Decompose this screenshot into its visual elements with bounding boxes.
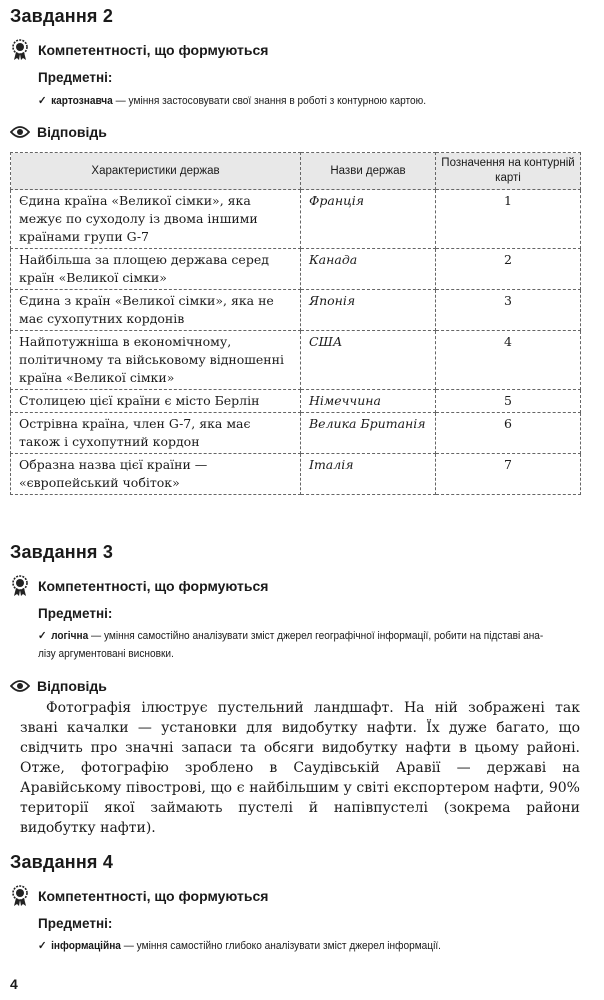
- answer-label: Відповідь: [37, 678, 107, 694]
- task-3-competencies: [10, 575, 268, 597]
- skill-text-line-1: — уміння самостійно аналізувати зміст джерел географічної інформації, робити на підставі ана-: [88, 630, 544, 642]
- row-number: 4: [436, 331, 581, 390]
- task-2-answer-label: [10, 121, 107, 143]
- row-number: 6: [436, 413, 581, 454]
- award-icon: [10, 39, 30, 61]
- row-number: 3: [436, 290, 581, 331]
- task-4-subject-label: Предметні:: [38, 916, 113, 931]
- task-2-competencies: [10, 39, 268, 61]
- row-state: США: [301, 331, 436, 390]
- answer-label: Відповідь: [37, 124, 107, 140]
- row-number: 5: [436, 390, 581, 413]
- row-number: 7: [436, 454, 581, 495]
- task-2-title: Завдання 2: [10, 6, 114, 26]
- table-row: [11, 190, 581, 249]
- task-2-skill: [38, 90, 540, 112]
- row-state: Японія: [301, 290, 436, 331]
- competencies-label: Компетентності, що формуються: [38, 888, 269, 904]
- skill-text-line-2: лізу аргументовані висновки.: [38, 648, 174, 660]
- row-characteristic: Найпотужніша в економічному, політичному та військовому відношенні країна «Великої сімки»: [11, 331, 301, 390]
- check-icon: ✓: [38, 95, 47, 107]
- row-state: Італія: [301, 454, 436, 495]
- table-header-row: [11, 153, 581, 190]
- page-number: 4: [10, 976, 18, 992]
- skill-keyword: інформаційна: [51, 940, 121, 952]
- task-3-skill-continued: [38, 643, 540, 665]
- skill-text: — уміння застосовувати свої знання в роботі з контурною картою.: [112, 95, 427, 107]
- row-number: 2: [436, 249, 581, 290]
- task-4-skill: [38, 935, 540, 957]
- row-state: Франція: [301, 190, 436, 249]
- competencies-label: Компетентності, що формуються: [38, 42, 269, 58]
- row-number: 1: [436, 190, 581, 249]
- row-characteristic: Єдина країна «Великої сімки», яка межує по суходолу із двома іншими країнами групи G-7: [11, 190, 301, 249]
- task-3-answer-text: Фотографія ілюструє пустельний ландшафт. На ній зображені так звані качалки — установки для видобутку нафти. Їх дуже багато, що свідчить про значні запаси та обсяги видобутку нафти в цьому районі. Отже, фотографію зроблено в Саудівській Аравії — державі на Аравійському півострові, що є найбільшим у світі експортером нафти, 90% території якої займають пустелі й напівпустелі (зокрема райони видобутку нафти).: [20, 700, 580, 836]
- row-state: Канада: [301, 249, 436, 290]
- header-map-marking: Позначення на контурній карті: [436, 153, 581, 190]
- row-characteristic: Острівна країна, член G-7, яка має також і сухопутний кордон: [11, 413, 301, 454]
- eye-icon: [10, 125, 30, 139]
- skill-keyword: логічна: [51, 630, 89, 642]
- row-characteristic: Образна назва цієї країни — «європейський чобіток»: [11, 454, 301, 495]
- states-table: [10, 152, 581, 495]
- table-row: [11, 454, 581, 495]
- table-row: [11, 290, 581, 331]
- row-characteristic: Столицею цієї країни є місто Берлін: [11, 390, 301, 413]
- task-3-answer-label: [10, 675, 107, 697]
- table-row: [11, 331, 581, 390]
- row-state: Велика Британія: [301, 413, 436, 454]
- eye-icon: [10, 679, 30, 693]
- task-3-title: Завдання 3: [10, 542, 114, 562]
- task-4-title: Завдання 4: [10, 852, 114, 872]
- task-3-subject-label: Предметні:: [38, 606, 113, 621]
- row-state: Німеччина: [301, 390, 436, 413]
- header-characteristics: Характеристики держав: [11, 153, 301, 190]
- skill-text: — уміння самостійно глибоко аналізувати зміст джерел інформації.: [120, 940, 441, 952]
- task-2-subject-label: Предметні:: [38, 70, 113, 85]
- table-row: [11, 413, 581, 454]
- header-state-names: Назви держав: [301, 153, 436, 190]
- check-icon: ✓: [38, 630, 47, 642]
- table-row: [11, 390, 581, 413]
- table-row: [11, 249, 581, 290]
- competencies-label: Компетентності, що формуються: [38, 578, 269, 594]
- check-icon: ✓: [38, 940, 47, 952]
- task-4-competencies: [10, 885, 268, 907]
- award-icon: [10, 885, 30, 907]
- skill-keyword: картознавча: [51, 95, 113, 107]
- row-characteristic: Найбільша за площею держава серед країн «Великої сімки»: [11, 249, 301, 290]
- award-icon: [10, 575, 30, 597]
- row-characteristic: Єдина з країн «Великої сімки», яка не має сухопутних кордонів: [11, 290, 301, 331]
